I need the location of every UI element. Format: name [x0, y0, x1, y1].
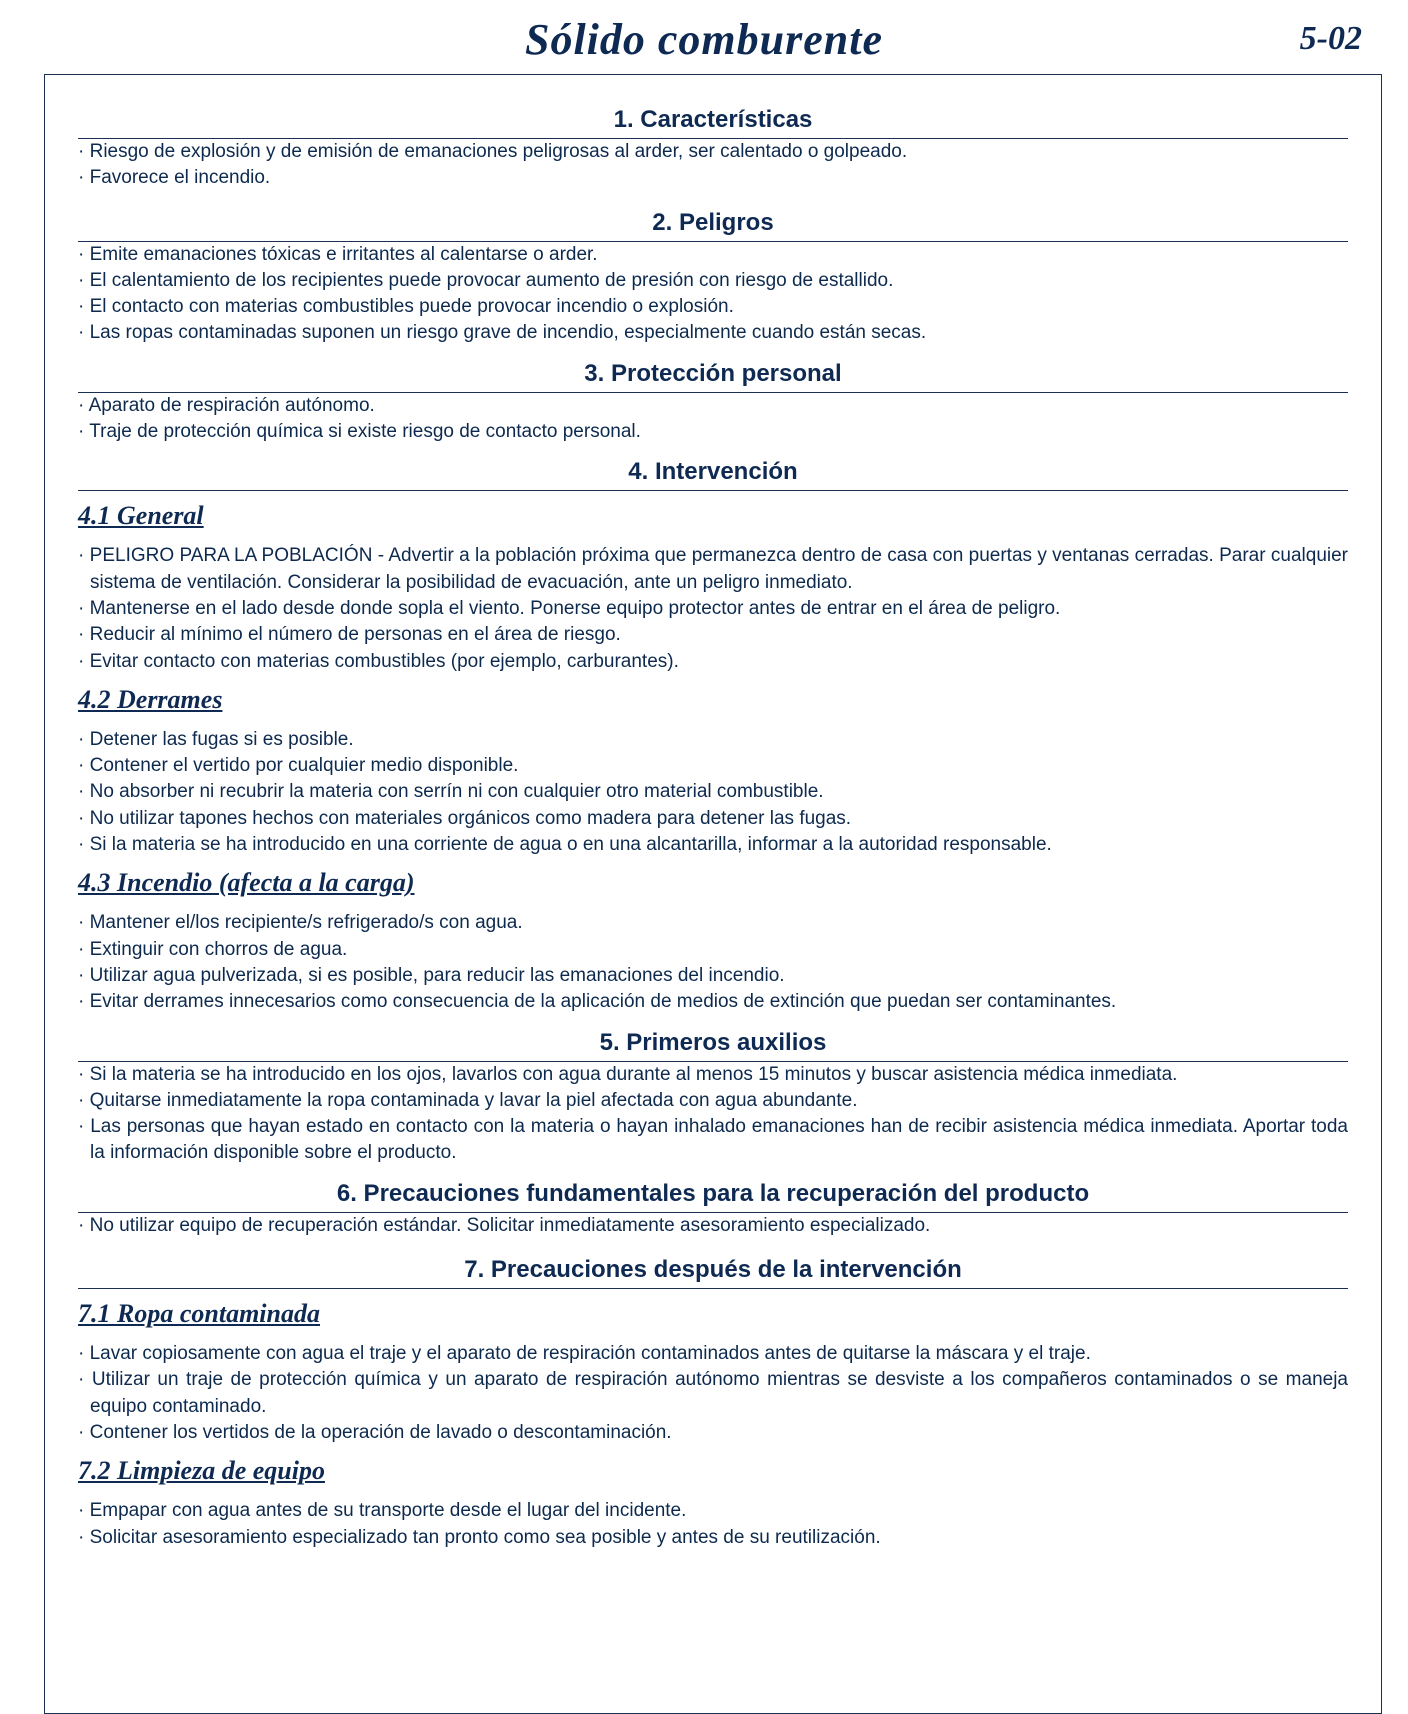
document-body: [78, 105, 1348, 1551]
list-item: · Extinguir con chorros de agua.: [78, 937, 1348, 963]
section-title: 3. Protección personal: [78, 359, 1348, 393]
list-item: · Solicitar asesoramiento especializado tan pronto como sea posible y antes de su reutilización.: [78, 1525, 1348, 1551]
bullet-list: [78, 1213, 1348, 1239]
subsection-title: 7.1 Ropa contaminada: [78, 1299, 320, 1329]
section-title: 4. Intervención: [78, 457, 1348, 491]
list-item: · Riesgo de explosión y de emisión de emanaciones peligrosas al arder, ser calentado o golpeado.: [78, 139, 1348, 165]
list-item: · Utilizar agua pulverizada, si es posible, para reducir las emanaciones del incendio.: [78, 963, 1348, 989]
list-item: · El calentamiento de los recipientes puede provocar aumento de presión con riesgo de estallido.: [78, 268, 1348, 294]
bullet-list: [78, 393, 1348, 446]
list-item: · Aparato de respiración autónomo.: [78, 393, 1348, 419]
list-item: · Mantenerse en el lado desde donde sopla el viento. Ponerse equipo protector antes de entrar en el área de peligro.: [78, 596, 1348, 622]
list-item: · Empapar con agua antes de su transporte desde el lugar del incidente.: [78, 1498, 1348, 1524]
list-item: · Las ropas contaminadas suponen un riesgo grave de incendio, especialmente cuando están secas.: [78, 320, 1348, 346]
list-item: · Contener los vertidos de la operación de lavado o descontaminación.: [78, 1420, 1348, 1446]
list-item: · Contener el vertido por cualquier medio disponible.: [78, 753, 1348, 779]
bullet-list: [78, 242, 1348, 347]
list-item: · Detener las fugas si es posible.: [78, 727, 1348, 753]
bullet-list: [78, 727, 1348, 858]
list-item: · Reducir al mínimo el número de personas en el área de riesgo.: [78, 622, 1348, 648]
bullet-list: [78, 910, 1348, 1015]
section-title: 5. Primeros auxilios: [78, 1028, 1348, 1062]
list-item: · El contacto con materias combustibles puede provocar incendio o explosión.: [78, 294, 1348, 320]
list-item: · Lavar copiosamente con agua el traje y el aparato de respiración contaminados antes de quitarse la máscara y el traje.: [78, 1341, 1348, 1367]
list-item: · No utilizar tapones hechos con materiales orgánicos como madera para detener las fugas.: [78, 806, 1348, 832]
bullet-list: [78, 1062, 1348, 1167]
bullet-list: [78, 1498, 1348, 1551]
bullet-list: [78, 139, 1348, 192]
list-item: · Evitar derrames innecesarios como consecuencia de la aplicación de medios de extinción que puedan ser contaminantes.: [78, 989, 1348, 1015]
list-item: · No utilizar equipo de recuperación estándar. Solicitar inmediatamente asesoramiento especializado.: [78, 1213, 1348, 1239]
section-title: 6. Precauciones fundamentales para la recuperación del producto: [78, 1179, 1348, 1213]
subsection-title: 4.1 General: [78, 501, 204, 531]
section-title: 2. Peligros: [78, 208, 1348, 242]
subsection-title: 7.2 Limpieza de equipo: [78, 1456, 325, 1486]
list-item: · Mantener el/los recipiente/s refrigerado/s con agua.: [78, 910, 1348, 936]
list-item: · Si la materia se ha introducido en una corriente de agua o en una alcantarilla, informar a la autoridad responsable.: [78, 832, 1348, 858]
list-item: · Traje de protección química si existe riesgo de contacto personal.: [78, 419, 1348, 445]
page-title: Sólido comburente: [524, 15, 884, 64]
subsection-title: 4.2 Derrames: [78, 684, 223, 714]
subsection-title: 4.3 Incendio (afecta a la carga): [78, 868, 415, 898]
section-title: 1. Características: [78, 105, 1348, 139]
bullet-list: [78, 543, 1348, 674]
list-item: · Si la materia se ha introducido en los ojos, lavarlos con agua durante al menos 15 minutos y buscar asistencia médica inmediata.: [78, 1062, 1348, 1088]
section-title: 7. Precauciones después de la intervención: [78, 1255, 1348, 1289]
bullet-list: [78, 1341, 1348, 1446]
list-item: · Las personas que hayan estado en contacto con la materia o hayan inhalado emanaciones han de recibir asistencia médica inmediata. Aportar toda la información disponible sobre el producto.: [78, 1114, 1348, 1167]
list-item: · Emite emanaciones tóxicas e irritantes al calentarse o arder.: [78, 242, 1348, 268]
list-item: · Utilizar un traje de protección química y un aparato de respiración autónomo mientras se desviste a los compañeros contaminados o se maneja equipo contaminado.: [78, 1367, 1348, 1420]
list-item: · Quitarse inmediatamente la ropa contaminada y lavar la piel afectada con agua abundante.: [78, 1088, 1348, 1114]
sheet-code: 5-02: [1299, 20, 1362, 57]
list-item: · Favorece el incendio.: [78, 165, 1348, 191]
list-item: · PELIGRO PARA LA POBLACIÓN - Advertir a la población próxima que permanezca dentro de casa con puertas y ventanas cerradas. Parar cualquier sistema de ventilación. Considerar la posibilidad de evacuación, ante un peligro inmediato.: [78, 543, 1348, 596]
list-item: · Evitar contacto con materias combustibles (por ejemplo, carburantes).: [78, 649, 1348, 675]
list-item: · No absorber ni recubrir la materia con serrín ni con cualquier otro material combustible.: [78, 779, 1348, 805]
